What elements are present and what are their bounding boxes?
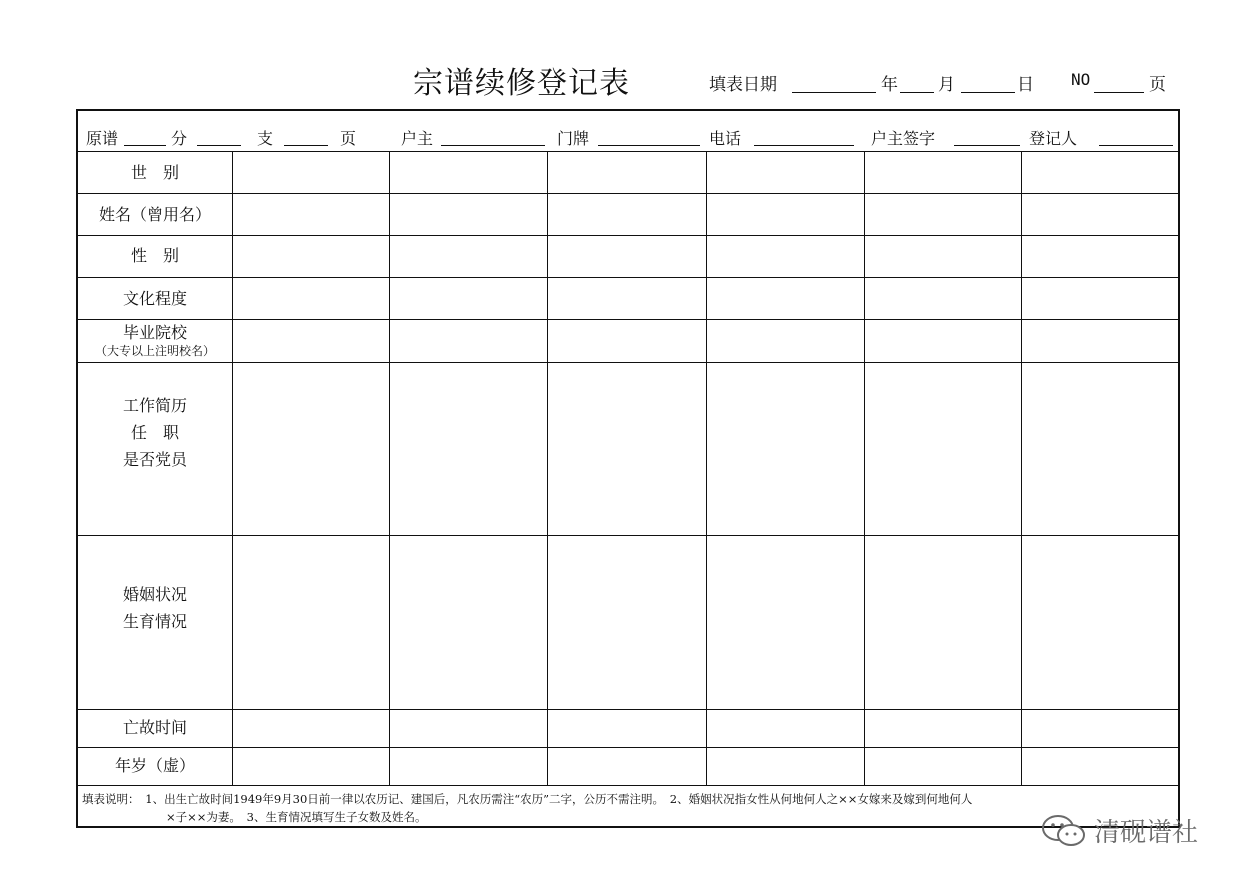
biye-label: 毕业院校 (122, 323, 187, 342)
fill-date-label: 填表日期 (709, 75, 777, 95)
huzhu-line[interactable] (441, 145, 545, 146)
huzhu-label: 户主 (401, 129, 434, 148)
huzhu-qianzi-label: 户主签字 (871, 129, 936, 148)
grid-line (77, 151, 1179, 152)
dengjiren-line[interactable] (1099, 145, 1173, 146)
page-label: 页 (1149, 75, 1166, 95)
fen-line[interactable] (197, 145, 241, 146)
wechat-icon (1040, 813, 1088, 849)
yuanpu-line[interactable] (124, 145, 166, 146)
biye-note: （大专以上注明校名） (94, 344, 215, 358)
zhi-line[interactable] (284, 145, 328, 146)
fill-day-line[interactable] (961, 92, 1015, 93)
fen-label: 分 (171, 129, 188, 148)
menpai-label: 门牌 (557, 129, 590, 148)
grid-line (77, 709, 1179, 710)
grid-line (706, 151, 707, 785)
dengjiren-label: 登记人 (1029, 129, 1078, 148)
huzhu-qianzi-line[interactable] (954, 145, 1020, 146)
yuanpu-label: 原谱 (86, 129, 119, 148)
dianhua-line[interactable] (754, 145, 854, 146)
menpai-line[interactable] (598, 145, 700, 146)
row-label-hunyin (78, 581, 232, 635)
grid-line (77, 235, 1179, 236)
gongzuo-line-1: 工作简历 (122, 396, 187, 415)
row-label-niansui: 年岁（虚） (114, 756, 195, 775)
hunyin-line-2: 生育情况 (122, 612, 187, 631)
form-title: 宗谱续修登记表 (413, 66, 630, 101)
grid-line (389, 151, 390, 785)
grid-line (1021, 151, 1022, 785)
hunyin-line-1: 婚姻状况 (122, 585, 187, 604)
grid-line (864, 151, 865, 785)
grid-line (77, 193, 1179, 194)
row-label-xingbie: 性 别 (130, 246, 179, 265)
fill-month-line[interactable] (900, 92, 934, 93)
no-label: NO (1071, 70, 1091, 89)
row-label-biye (78, 322, 232, 358)
grid-line (77, 277, 1179, 278)
grid-line (77, 319, 1179, 320)
grid-line (232, 151, 233, 785)
fill-month-label: 月 (938, 75, 955, 95)
watermark-text: 清砚谱社 (1094, 818, 1199, 848)
grid-line (77, 785, 1179, 786)
fill-day-label: 日 (1017, 75, 1034, 95)
grid-line (77, 535, 1179, 536)
notes-line-1: 填表说明： 1、出生亡故时间1949年9月30日前一律以农历记、建国后，凡农历需注“农历”二字，公历不需注明。 2、婚姻状况指女性从何地何人之××女嫁来及嫁到何地何人 (82, 792, 973, 806)
form-frame (76, 109, 1180, 828)
notes-line-2: ×子××为妻。 3、生育情况填写生子女数及姓名。 (166, 810, 427, 824)
grid-line (77, 362, 1179, 363)
row-label-wenhua: 文化程度 (122, 289, 187, 308)
row-label-wanggu: 亡故时间 (122, 718, 187, 737)
grid-line (77, 747, 1179, 748)
zhi-label: 支 (257, 129, 274, 148)
row-label-shibie: 世 别 (130, 163, 179, 182)
watermark (1040, 812, 1198, 849)
gongzuo-line-3: 是否党员 (122, 450, 187, 469)
no-line[interactable] (1094, 92, 1144, 93)
row-label-xingming: 姓名（曾用名） (98, 205, 211, 224)
row-label-gongzuo (78, 392, 232, 473)
dianhua-label: 电话 (709, 129, 742, 148)
grid-line (547, 151, 548, 785)
ye-label: 页 (340, 129, 357, 148)
fill-year-line[interactable] (792, 92, 876, 93)
gongzuo-line-2: 任 职 (130, 423, 179, 442)
fill-year-label: 年 (881, 75, 898, 95)
